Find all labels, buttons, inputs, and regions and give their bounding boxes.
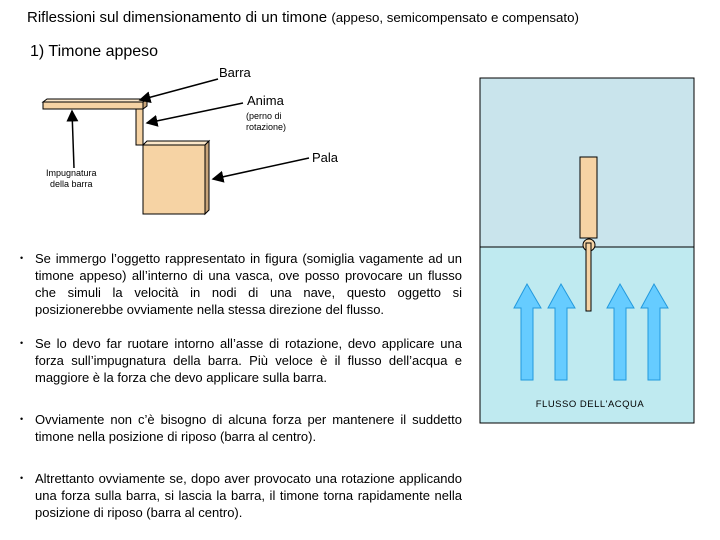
bullet-item: • Se lo devo far ruotare intorno all’asse di rotazione, devo applicare una forza sull’impugnatura della barra. Più veloce è il flusso dell’acqua e maggiore è la forza che devo applicare sulla barra. <box>20 335 462 386</box>
label-pala: Pala <box>312 150 339 165</box>
label-anima-note-line2: rotazione) <box>246 122 287 132</box>
label-barra: Barra <box>219 65 251 80</box>
label-impugnatura-line1: Impugnatura <box>46 168 97 178</box>
label-anima: Anima <box>247 93 284 108</box>
bullet-item: • Se immergo l’oggetto rappresentato in figura (somiglia vagamente ad un timone appeso) all’interno di una vasca, ove posso provocare un flusso che simuli la velocità in nodi di una nave, questo oggetto si posizionerebbe ovviamente nella stessa direzione del flusso. <box>20 250 462 318</box>
title-subtitle: (appeso, semicompensato e compensato) <box>331 10 579 25</box>
title-main: Riflessioni sul dimensionamento di un timone <box>27 9 328 26</box>
label-anima-note-line1: (perno di <box>246 111 282 121</box>
bullet-list <box>20 250 462 521</box>
bullet-item: • Altrettanto ovviamente se, dopo aver provocato una rotazione applicando una forza sulla barra, si lascia la barra, il timone torna rapidamente nella posizione di riposo (barra al centro). <box>20 470 462 521</box>
section-heading: 1) Timone appeso <box>30 43 159 60</box>
flow-label: FLUSSO DELL'ACQUA <box>535 399 645 410</box>
label-impugnatura-line2: della barra <box>50 179 93 189</box>
bullet-item: • Ovviamente non c’è bisogno di alcuna forza per mantenere il suddetto timone nella posizione di riposo (barra al centro). <box>20 411 462 445</box>
